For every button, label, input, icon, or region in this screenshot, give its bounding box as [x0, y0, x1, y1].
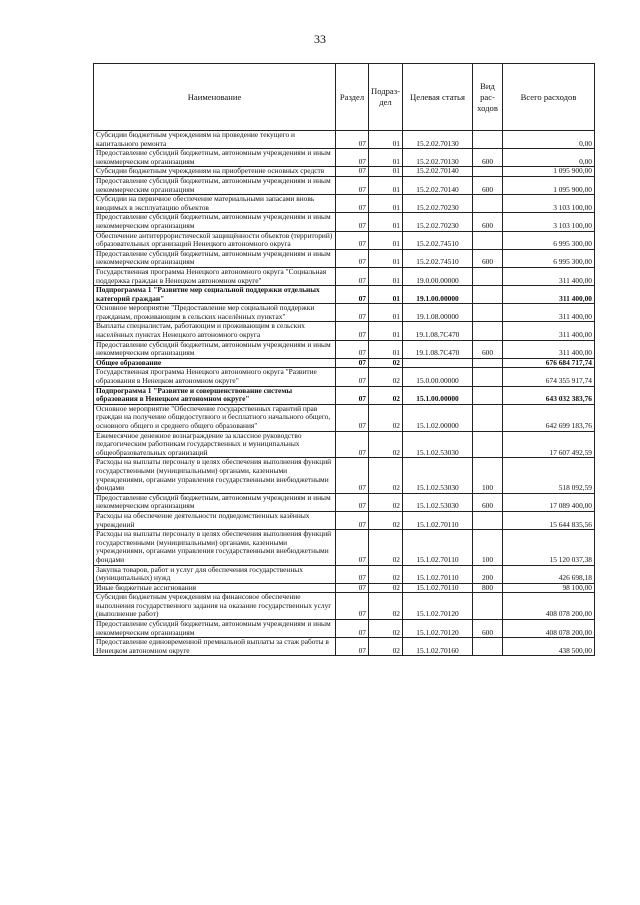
row-total-amount: 1 095 900,00 [503, 167, 595, 177]
row-podrazdel: 02 [369, 458, 403, 493]
row-razdel: 07 [336, 404, 369, 431]
row-vid-raskhodov: 100 [473, 530, 503, 565]
row-vid-raskhodov: 600 [473, 493, 503, 511]
row-razdel: 07 [336, 286, 369, 304]
row-total-amount: 311 400,00 [503, 286, 595, 304]
row-podrazdel: 02 [369, 431, 403, 458]
row-name: Подпрограмма 1 "Развитие мер социальной поддержки отдельных категорий граждан" [94, 286, 336, 304]
row-celevaya-statya: 15.1.02.00000 [403, 404, 473, 431]
row-celevaya-statya: 15.1.02.53030 [403, 493, 473, 511]
row-razdel: 07 [336, 511, 369, 529]
row-podrazdel: 01 [369, 249, 403, 267]
row-razdel: 07 [336, 458, 369, 493]
row-vid-raskhodov [473, 304, 503, 322]
row-razdel: 07 [336, 340, 369, 358]
row-vid-raskhodov [473, 386, 503, 404]
row-vid-raskhodov [473, 638, 503, 656]
table-row [94, 620, 595, 638]
row-podrazdel: 01 [369, 213, 403, 231]
row-razdel: 07 [336, 267, 369, 285]
row-total-amount: 17 089 400,00 [503, 493, 595, 511]
row-razdel: 07 [336, 167, 369, 177]
row-razdel: 07 [336, 231, 369, 249]
row-name: Предоставление субсидий бюджетным, автономным учреждениям и иным некоммерческим организациям [94, 340, 336, 358]
row-total-amount: 408 078 200,00 [503, 620, 595, 638]
row-razdel: 07 [336, 583, 369, 593]
row-razdel: 07 [336, 213, 369, 231]
row-razdel: 07 [336, 431, 369, 458]
row-name: Предоставление субсидий бюджетным, автономным учреждениям и иным некоммерческим организациям [94, 149, 336, 167]
row-podrazdel: 01 [369, 267, 403, 285]
row-name: Основное мероприятие "Обеспечение государственных гарантий прав граждан на получение общедоступного и бесплатного начального общего, основного общего и среднего общего образования" [94, 404, 336, 431]
table-row [94, 213, 595, 231]
row-name: Предоставление субсидий бюджетным, автономным учреждениям и иным некоммерческим организациям [94, 176, 336, 194]
row-razdel: 07 [336, 249, 369, 267]
page-number: 33 [314, 32, 326, 46]
row-total-amount: 674 355 917,74 [503, 368, 595, 386]
row-vid-raskhodov [473, 267, 503, 285]
row-razdel: 07 [336, 322, 369, 340]
table-row [94, 286, 595, 304]
row-name: Государственная программа Ненецкого автономного округа "Развитие образования в Ненецком автономном округе" [94, 368, 336, 386]
row-razdel: 07 [336, 530, 369, 565]
row-celevaya-statya: 19.1.08.00000 [403, 304, 473, 322]
row-name: Субсидии бюджетным учреждениям на проведение текущего и капитального ремонта [94, 131, 336, 149]
row-podrazdel: 02 [369, 593, 403, 620]
table-row [94, 131, 595, 149]
row-vid-raskhodov: 600 [473, 149, 503, 167]
row-razdel: 07 [336, 358, 369, 368]
header-sum: Всего расходов [503, 64, 595, 131]
row-name: Предоставление субсидий бюджетным, автономным учреждениям и иным некоммерческим организациям [94, 620, 336, 638]
table-row [94, 511, 595, 529]
row-celevaya-statya [403, 358, 473, 368]
row-name: Выплаты специалистам, работающим и проживающим в сельских населённых пунктах Ненецкого автономного округа [94, 322, 336, 340]
row-podrazdel: 02 [369, 368, 403, 386]
table-row [94, 493, 595, 511]
table-row [94, 368, 595, 386]
row-vid-raskhodov [473, 286, 503, 304]
row-razdel: 07 [336, 131, 369, 149]
row-podrazdel: 01 [369, 231, 403, 249]
row-celevaya-statya: 15.1.02.53030 [403, 458, 473, 493]
row-celevaya-statya: 15.2.02.70140 [403, 167, 473, 177]
row-razdel: 07 [336, 176, 369, 194]
row-podrazdel: 02 [369, 530, 403, 565]
row-name: Ежемесячное денежное вознаграждение за классное руководство педагогическим работникам государственных и муниципальных общеобразовательных организаций [94, 431, 336, 458]
row-total-amount: 0,00 [503, 149, 595, 167]
row-razdel: 07 [336, 593, 369, 620]
row-total-amount: 6 995 300,00 [503, 231, 595, 249]
row-vid-raskhodov: 600 [473, 340, 503, 358]
row-celevaya-statya: 15.1.02.70110 [403, 583, 473, 593]
row-name: Общее образование [94, 358, 336, 368]
row-name: Расходы на выплаты персоналу в целях обеспечения выполнения функций государственными (муниципальными) органами, казенными учреждениями, органами управления государственными внебюджетными фондами [94, 458, 336, 493]
row-name: Предоставление субсидий бюджетным, автономным учреждениям и иным некоммерческим организациям [94, 493, 336, 511]
row-podrazdel: 02 [369, 358, 403, 368]
row-total-amount: 408 078 200,00 [503, 593, 595, 620]
row-celevaya-statya: 15.1.02.70160 [403, 638, 473, 656]
row-celevaya-statya: 19.1.08.7С470 [403, 322, 473, 340]
row-total-amount: 1 095 900,00 [503, 176, 595, 194]
row-celevaya-statya: 15.2.02.70130 [403, 149, 473, 167]
row-vid-raskhodov: 600 [473, 176, 503, 194]
table-row [94, 404, 595, 431]
row-podrazdel: 02 [369, 565, 403, 583]
row-total-amount: 17 607 492,59 [503, 431, 595, 458]
row-total-amount: 3 103 100,00 [503, 195, 595, 213]
row-vid-raskhodov [473, 431, 503, 458]
header-razdel: Раздел [336, 64, 369, 131]
row-vid-raskhodov: 600 [473, 249, 503, 267]
row-name: Закупка товаров, работ и услуг для обеспечения государственных (муниципальных) нужд [94, 565, 336, 583]
row-name: Обеспечение антитеррористической защищённости объектов (территорий) образовательных организаций Ненецкого автономного округа [94, 231, 336, 249]
row-total-amount: 3 103 100,00 [503, 213, 595, 231]
table-row [94, 458, 595, 493]
table-row [94, 638, 595, 656]
row-podrazdel: 01 [369, 167, 403, 177]
row-vid-raskhodov: 600 [473, 213, 503, 231]
table-row [94, 530, 595, 565]
row-razdel: 07 [336, 149, 369, 167]
row-total-amount: 311 400,00 [503, 304, 595, 322]
row-name: Иные бюджетные ассигнования [94, 583, 336, 593]
row-total-amount: 426 698,18 [503, 565, 595, 583]
table-row [94, 565, 595, 583]
row-podrazdel: 02 [369, 620, 403, 638]
row-name: Субсидии на первичное обеспечение материальными запасами вновь вводимых в эксплуатацию объектов [94, 195, 336, 213]
row-name: Расходы на выплаты персоналу в целях обеспечения выполнения функций государственными (муниципальными) органами, казенными учреждениями, органами управления государственными внебюджетными фондами [94, 530, 336, 565]
header-celevaya: Целевая статья [403, 64, 473, 131]
row-vid-raskhodov [473, 511, 503, 529]
row-vid-raskhodov: 800 [473, 583, 503, 593]
row-celevaya-statya: 15.2.02.70230 [403, 195, 473, 213]
table-row [94, 386, 595, 404]
row-total-amount: 98 100,00 [503, 583, 595, 593]
table-row [94, 340, 595, 358]
row-name: Государственная программа Ненецкого автономного округа "Социальная поддержка граждан в Ненецком автономном округе" [94, 267, 336, 285]
table-row [94, 249, 595, 267]
row-vid-raskhodov [473, 167, 503, 177]
row-celevaya-statya: 15.1.02.70120 [403, 593, 473, 620]
row-podrazdel: 01 [369, 340, 403, 358]
row-vid-raskhodov: 100 [473, 458, 503, 493]
header-vid: Вид рас-ходов [473, 64, 503, 131]
row-total-amount: 311 400,00 [503, 267, 595, 285]
row-podrazdel: 01 [369, 131, 403, 149]
row-podrazdel: 01 [369, 322, 403, 340]
row-celevaya-statya: 15.1.02.53030 [403, 431, 473, 458]
row-razdel: 07 [336, 493, 369, 511]
row-vid-raskhodov [473, 404, 503, 431]
row-razdel: 07 [336, 195, 369, 213]
header-name: Наименование [94, 64, 336, 131]
table-row [94, 176, 595, 194]
row-total-amount: 6 995 300,00 [503, 249, 595, 267]
row-total-amount: 518 092,59 [503, 458, 595, 493]
header-podrazdel: Подраз-дел [369, 64, 403, 131]
row-vid-raskhodov [473, 195, 503, 213]
row-celevaya-statya: 15.1.02.70110 [403, 511, 473, 529]
row-vid-raskhodov [473, 231, 503, 249]
table-row [94, 322, 595, 340]
row-vid-raskhodov [473, 368, 503, 386]
row-name: Субсидии бюджетным учреждениям на приобретение основных средств [94, 167, 336, 177]
row-celevaya-statya: 19.1.08.7С470 [403, 340, 473, 358]
row-total-amount: 15 120 037,38 [503, 530, 595, 565]
row-razdel: 07 [336, 565, 369, 583]
row-podrazdel: 02 [369, 493, 403, 511]
row-celevaya-statya: 15.2.02.70230 [403, 213, 473, 231]
row-vid-raskhodov [473, 358, 503, 368]
row-total-amount: 0,00 [503, 131, 595, 149]
row-razdel: 07 [336, 386, 369, 404]
table-row [94, 304, 595, 322]
row-vid-raskhodov: 200 [473, 565, 503, 583]
row-total-amount: 15 644 835,56 [503, 511, 595, 529]
row-name: Предоставление субсидий бюджетным, автономным учреждениям и иным некоммерческим организациям [94, 213, 336, 231]
row-podrazdel: 02 [369, 511, 403, 529]
row-total-amount: 676 684 717,74 [503, 358, 595, 368]
row-celevaya-statya: 15.2.02.74510 [403, 231, 473, 249]
row-total-amount: 642 699 183,76 [503, 404, 595, 431]
table-row [94, 267, 595, 285]
row-name: Основное мероприятие "Предоставление мер социальной поддержки гражданам, проживающим в сельских населённых пунктах" [94, 304, 336, 322]
row-total-amount: 438 500,00 [503, 638, 595, 656]
row-podrazdel: 01 [369, 195, 403, 213]
header-row [94, 64, 595, 131]
row-podrazdel: 02 [369, 583, 403, 593]
row-razdel: 07 [336, 638, 369, 656]
table-row [94, 149, 595, 167]
row-podrazdel: 01 [369, 176, 403, 194]
row-celevaya-statya: 15.1.02.70110 [403, 565, 473, 583]
table-body [94, 131, 595, 656]
table-row [94, 195, 595, 213]
row-podrazdel: 02 [369, 386, 403, 404]
row-total-amount: 643 032 383,76 [503, 386, 595, 404]
row-celevaya-statya: 15.2.02.70130 [403, 131, 473, 149]
table-row [94, 431, 595, 458]
row-name: Субсидии бюджетным учреждениям на финансовое обеспечение выполнения государственного задания на оказание государственных услуг (выполнение работ) [94, 593, 336, 620]
row-celevaya-statya: 19.0.00.00000 [403, 267, 473, 285]
row-razdel: 07 [336, 304, 369, 322]
row-celevaya-statya: 15.1.00.00000 [403, 386, 473, 404]
row-total-amount: 311 400,00 [503, 340, 595, 358]
row-vid-raskhodov [473, 322, 503, 340]
row-name: Предоставление субсидий бюджетным, автономным учреждениям и иным некоммерческим организациям [94, 249, 336, 267]
row-podrazdel: 02 [369, 404, 403, 431]
table-row [94, 593, 595, 620]
row-celevaya-statya: 15.1.02.70120 [403, 620, 473, 638]
row-name: Подпрограмма 1 "Развитие и совершенствование системы образования в Ненецком автономном округе" [94, 386, 336, 404]
row-celevaya-statya: 19.1.00.00000 [403, 286, 473, 304]
row-celevaya-statya: 15.2.02.74510 [403, 249, 473, 267]
row-celevaya-statya: 15.1.02.70110 [403, 530, 473, 565]
row-name: Расходы на обеспечение деятельности подведомственных казённых учреждений [94, 511, 336, 529]
row-total-amount: 311 400,00 [503, 322, 595, 340]
row-vid-raskhodov: 600 [473, 620, 503, 638]
row-celevaya-statya: 15.0.00.00000 [403, 368, 473, 386]
budget-table [93, 63, 595, 656]
row-celevaya-statya: 15.2.02.70140 [403, 176, 473, 194]
row-razdel: 07 [336, 368, 369, 386]
row-podrazdel: 01 [369, 149, 403, 167]
table-row [94, 231, 595, 249]
row-razdel: 07 [336, 620, 369, 638]
row-podrazdel: 02 [369, 638, 403, 656]
row-vid-raskhodov [473, 131, 503, 149]
row-podrazdel: 01 [369, 304, 403, 322]
row-name: Предоставление единовременной премиальной выплаты за стаж работы в Ненецком автономном округе [94, 638, 336, 656]
row-vid-raskhodov [473, 593, 503, 620]
row-podrazdel: 01 [369, 286, 403, 304]
